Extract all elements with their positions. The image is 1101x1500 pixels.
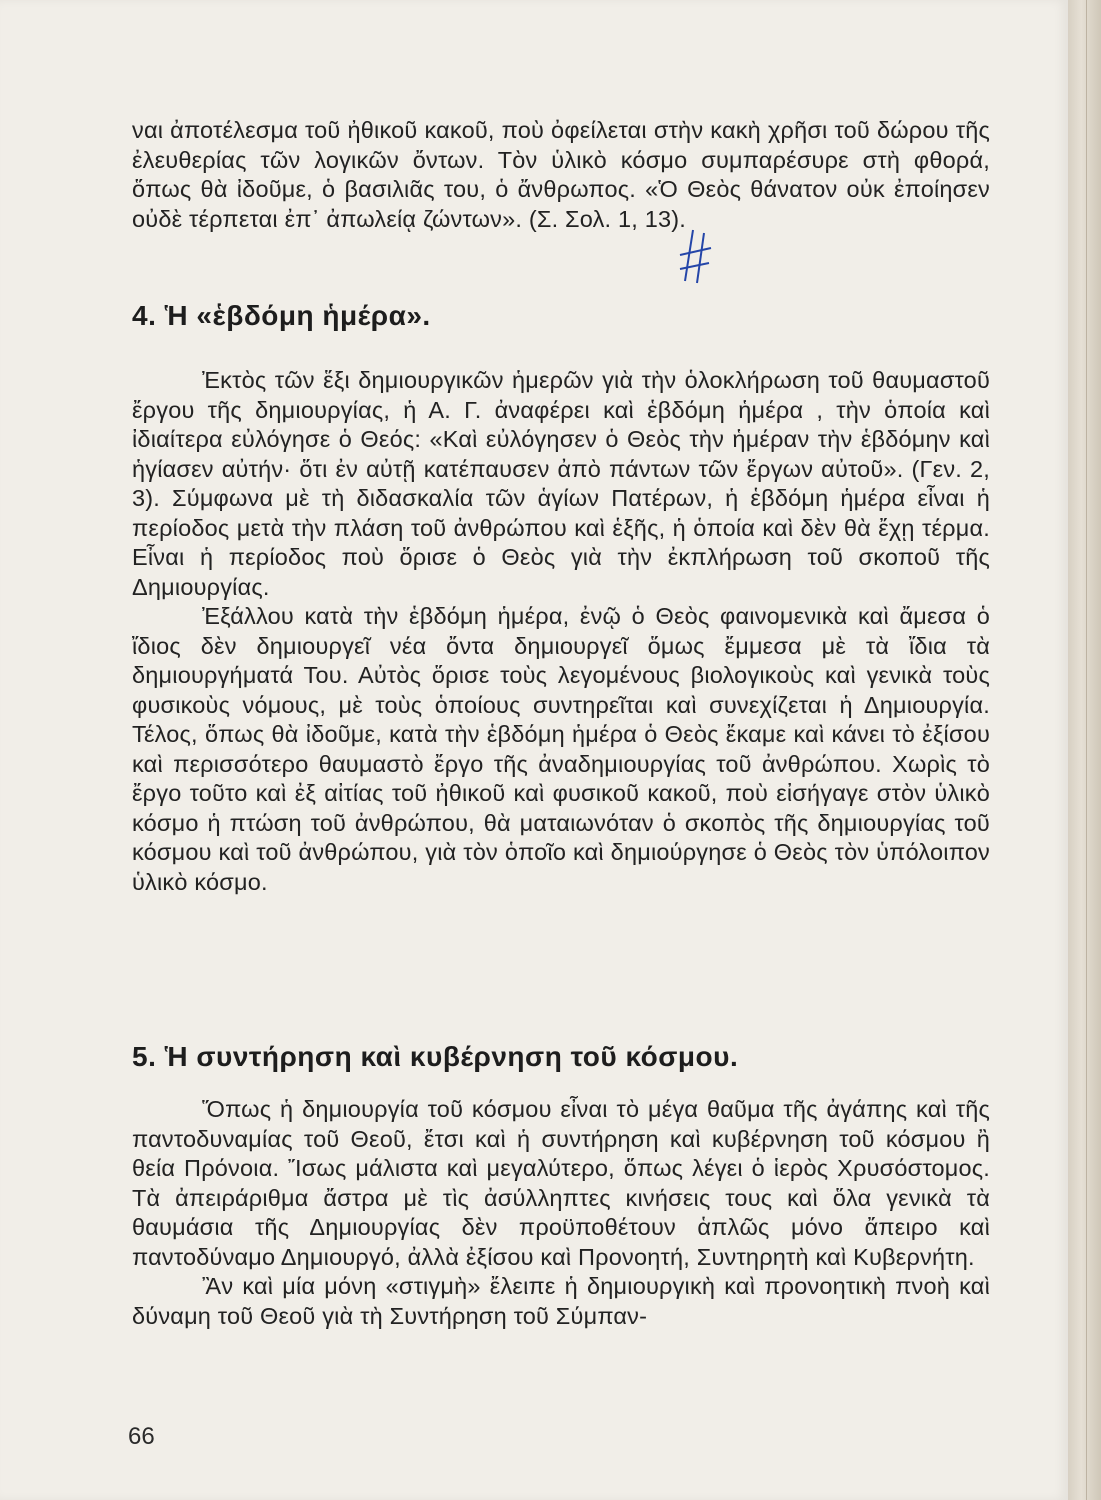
section-4-text (132, 366, 990, 897)
intro-paragraph: ναι ἀποτέλεσμα τοῦ ἠθικοῦ κακοῦ, ποὺ ὀφείλεται στὴν κακὴ χρῆσι τοῦ δώρου τῆς ἐλευθερίας τῶν λογικῶν ὄντων. Τὸν ὑλικὸ κόσμο συμπαρέσυρε στὴ φθορά, ὅπως θὰ ἰδοῦμε, ὁ βασιλιᾶς του, ὁ ἄνθρωπος. «Ὁ Θεὸς θάνατον οὐκ ἐποίησεν οὐδὲ τέρπεται ἐπ᾽ ἀπωλείᾳ ζώντων». (Σ. Σολ. 1, 13). (132, 117, 990, 232)
page-number: 66 (128, 1423, 155, 1450)
handwritten-mark-icon (673, 225, 719, 285)
book-edge (1068, 0, 1101, 1500)
section-5-paragraph-1: Ὅπως ἡ δημιουργία τοῦ κόσμου εἶναι τὸ μέγα θαῦμα τῆς ἀγάπης καὶ τῆς παντοδυναμίας τοῦ Θεοῦ, ἔτσι καὶ ἡ συντήρηση καὶ κυβέρνηση τοῦ κόσμου ἢ θεία Πρόνοια. Ἴσως μάλιστα καὶ μεγαλύτερο, ὅπως λέγει ὁ ἱερὸς Χρυσόστομος. Τὰ ἀπειράριθμα ἄστρα μὲ τὶς ἀσύλληπτες κινήσεις τους καὶ ὅλα γενικὰ τὰ θαυμάσια τῆς Δημιουργίας δὲν προϋποθέτουν ἁπλῶς μόνο ἄπειρο καὶ παντοδύναμο Δημιουργό, ἀλλὰ ἐξίσου καὶ Προνοητή, Συντηρητὴ καὶ Κυβερνήτη. (132, 1096, 990, 1270)
section-4-heading: 4. Ἡ «ἑβδόμη ἡμέρα». (132, 300, 431, 331)
section-5-heading: 5. Ἡ συντήρηση καὶ κυβέρνηση τοῦ κόσμου. (132, 1041, 739, 1072)
section-4-paragraph-1: Ἐκτὸς τῶν ἕξι δημιουργικῶν ἡμερῶν γιὰ τὴν ὁλοκλήρωση τοῦ θαυμαστοῦ ἔργου τῆς δημιουργίας, ἡ Α. Γ. ἀναφέρει καὶ ἑβδόμη ἡμέρα , τὴν ὁποία καὶ ἰδιαίτερα εὐλόγησε ὁ Θεός: «Καὶ εὐλόγησεν ὁ Θεὸς τὴν ἡμέραν τὴν ἑβδόμην καὶ ἡγίασεν αὐτήν· ὅτι ἐν αὐτῇ κατέπαυσεν ἀπὸ πάντων τῶν ἔργων αὐτοῦ». (Γεν. 2, 3). Σύμφωνα μὲ τὴ διδασκαλία τῶν ἁγίων Πατέρων, ἡ ἑβδόμη ἡμέρα εἶναι ἡ περίοδος μετὰ τὴν πλάση τοῦ ἀνθρώπου καὶ ἑξῆς, ἡ ὁποία καὶ δὲν θὰ ἔχῃ τέρμα. Εἶναι ἡ περίοδος ποὺ ὅρισε ὁ Θεὸς γιὰ τὴν ἐκπλήρωση τοῦ σκοποῦ τῆς Δημιουργίας. (132, 367, 990, 600)
book-edge-line (1086, 0, 1087, 1500)
section-4-paragraph-2: Ἐξάλλου κατὰ τὴν ἑβδόμη ἡμέρα, ἐνῷ ὁ Θεὸς φαινομενικὰ καὶ ἄμεσα ὁ ἴδιος δὲν δημιουργεῖ νέα ὄντα δημιουργεῖ ὅμως ἔμμεσα μὲ τὰ ἴδια τὰ δημιουργήματά Του. Αὐτὸς ὅρισε τοὺς λεγομένους βιολογικοὺς καὶ γενικὰ τοὺς φυσικοὺς νόμους, μὲ τοὺς ὁποίους συντηρεῖται καὶ συνεχίζεται ἡ Δημιουργία. Τέλος, ὅπως θὰ ἰδοῦμε, κατὰ τὴν ἑβδόμη ἡμέρα ὁ Θεὸς ἔκαμε καὶ κάνει τὸ ἐξίσου καὶ περισσότερο θαυμαστὸ ἔργο τῆς ἀναδημιουργίας τοῦ ἀνθρώπου. Χωρὶς τὸ ἔργο τοῦτο καὶ ἐξ αἰτίας τοῦ ἠθικοῦ καὶ φυσικοῦ κακοῦ, ποὺ εἰσήγαγε στὸν ὑλικὸ κόσμο ἡ πτώση τοῦ ἀνθρώπου, θὰ ματαιωνόταν ὁ σκοπὸς τῆς δημιουργίας τοῦ κόσμου καὶ τοῦ ἀνθρώπου, γιὰ τὸν ὁποῖο καὶ δημιούργησε ὁ Θεὸς τὸν ὑπόλοιπον ὑλικὸ κόσμο. (132, 603, 990, 895)
section-5-paragraph-2: Ἂν καὶ μία μόνη «στιγμὴ» ἔλειπε ἡ δημιουργικὴ καὶ προνοητικὴ πνοὴ καὶ δύναμη τοῦ Θεοῦ γιὰ τὴ Συντήρηση τοῦ Σύμπαν- (132, 1273, 990, 1329)
section-5-text (132, 1095, 990, 1331)
intro-text (132, 116, 990, 234)
